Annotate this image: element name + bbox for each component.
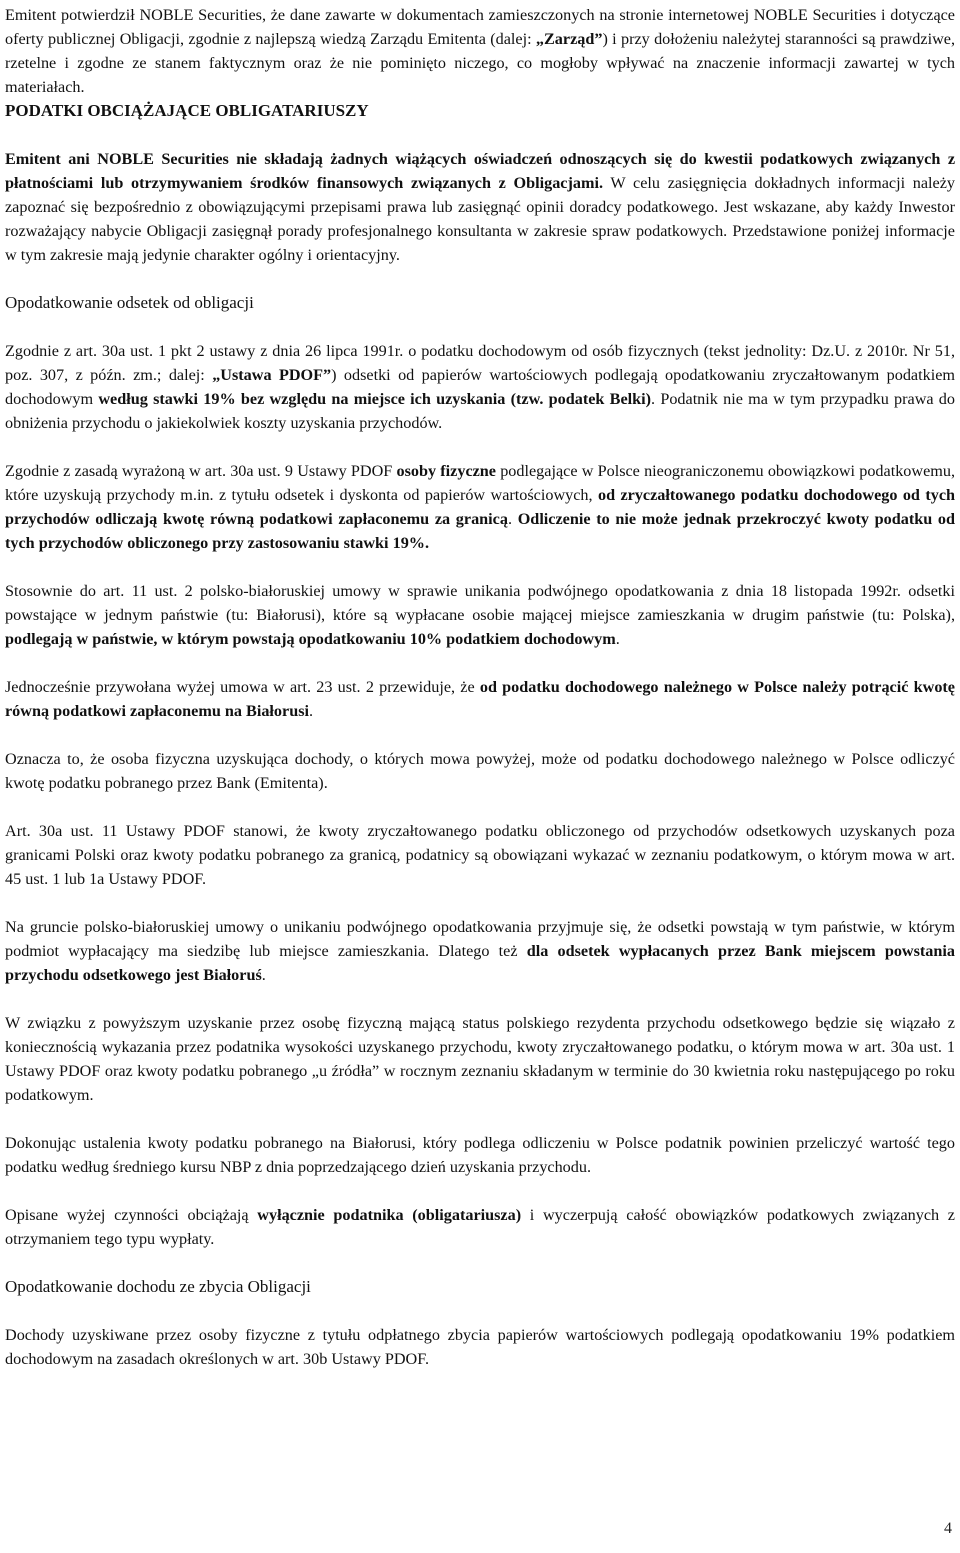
paragraph-art30a [5,339,955,435]
paragraph-art30a-ust11 [5,819,955,891]
text-run: . [507,510,518,528]
section-heading: PODATKI OBCIĄŻAJĄCE OBLIGATARIUSZY [5,101,369,120]
page-number: 4 [944,1520,952,1537]
text-run: Jednocześnie przywołana wyżej umowa w art. 23 ust. 2 przewiduje, że [5,678,480,696]
text-run: Dochody uzyskiwane przez osoby fizyczne z tytułu odpłatnego zbycia papierów wartościowych podlegają opodatkowaniu 19% podatkiem dochodowym na zasadach określonych w art. 30b Ustawy PDOF. [5,1326,955,1368]
bold-text-run: dla odsetek wypłacanych przez Bank miejscem powstania przychodu odsetkowego jest Białoruś [5,942,955,984]
text-run: ) odsetki od papierów wartościowych podlegają opodatkowaniu zryczałtowanym podatkiem dochodowym [5,366,955,408]
paragraph-treaty-art23 [5,675,955,723]
subheading-disposal-tax: Opodatkowanie dochodu ze zbycia Obligacji [5,1277,311,1296]
paragraph-art30a-ust9 [5,459,955,555]
paragraph-nbp-rate [5,1131,955,1179]
text-run: Emitent potwierdził NOBLE Securities, że dane zawarte w dokumentach zamieszczonych na stronie internetowej NOBLE Securities i dotyczące oferty publicznej Obligacji, zgodnie z najlepszą wiedzą Zarządu Emitenta (dalej: [5,6,955,48]
bold-text-run: od zryczałtowanego podatku dochodowego od tych przychodów odliczają kwotę równą podatkowi zapłaconemu za granicą [5,486,956,528]
paragraph-treaty-art11 [5,579,955,651]
bold-text-run: osoby fizyczne [396,462,496,480]
text-run: Dokonując ustalenia kwoty podatku pobranego na Białorusi, który podlega odliczeniu w Polsce podatnik powinien przeliczyć wartość tego podatku według średniego kursu NBP z dnia poprzedzającego dzień uzyskania przychodu. [5,1134,955,1176]
paragraph-annual-return [5,1011,955,1107]
bold-text-run: od podatku dochodowego należnego w Polsce należy potrącić kwotę równą podatkowi zapłaconemu na Białorusi [5,678,955,720]
text-run: Oznacza to, że osoba fizyczna uzyskująca dochody, o których mowa powyżej, może od podatku dochodowego należnego w Polsce odliczyć kwotę podatku pobranego przez Bank (Emitenta). [5,750,955,792]
text-run: Art. 30a ust. 11 Ustawy PDOF stanowi, że kwoty zryczałtowanego podatku obliczonego od przychodów odsetkowych uzyskanych poza granicami Polski oraz kwoty podatku pobranego za granicą, podatnicy są obowiązani wykazać w zeznaniu podatkowym, o którym mowa w art. 45 ust. 1 lub 1a Ustawy PDOF. [5,822,955,888]
intro-paragraph [5,0,955,99]
text-run: Opisane wyżej czynności obciążają [5,1206,258,1224]
text-run: . [309,702,314,720]
bold-text-run: Odliczenie to nie może jednak przekroczyć kwoty podatku od tych przychodów obliczonego przy zastosowaniu stawki 19%. [5,510,956,552]
text-run: . [615,630,620,648]
text-run: i wyczerpują całość obowiązków podatkowych związanych z otrzymaniem tego typu wypłaty. [5,1206,955,1248]
subheading-interest-tax: Opodatkowanie odsetek od obligacji [5,293,254,312]
bold-text-run: „Zarząd” [535,30,603,48]
text-run: W celu zasięgnięcia dokładnych informacji należy zapoznać się bezpośrednio z obowiązującymi przepisami prawa lub zasięgnąć opinii doradcy podatkowego. Jest wskazane, aby każdy Inwestor rozważający nabycie Obligacji zasięgnął porady profesjonalnego konsultanta w zakresie spraw podatkowych. Przedstawione poniżej informacje w tym zakresie mają jedynie charakter ogólny i orientacyjny. [5,174,956,264]
bold-text-run: „Ustawa PDOF” [212,366,332,384]
text-run: Stosownie do art. 11 ust. 2 polsko-białoruskiej umowy w sprawie unikania podwójnego opodatkowania z dnia 18 listopada 1992r. odsetki powstające w jednym państwie (tu: Białorusi), które są wypłacane osobie mającej miejsce zamieszkania w drugim państwie (tu: Polska), [5,582,955,624]
text-run: W związku z powyższym uzyskanie przez osobę fizyczną mającą status polskiego rezydenta przychodu odsetkowego będzie się wiązało z koniecznością wykazania przez podatnika wysokości uzyskanego przychodu, kwoty zryczałtowanego podatku, o którym mowa w art. 30a ust. 1 Ustawy PDOF oraz kwoty podatku pobranego „u źródła” w rocznym zeznaniu składanym w terminie do 30 kwietnia roku następującego po roku podatkowym. [5,1014,955,1104]
bold-text-run: podlegają w państwie, w którym powstają opodatkowaniu 10% podatkiem dochodowym [5,630,616,648]
text-run: podlegające w Polsce nieograniczonemu obowiązkowi podatkowemu, które uzyskują przychody m.in. z tytułu odsetek i dyskonta od papierów wartościowych, [5,462,955,504]
text-run: ) i przy dołożeniu należytej staranności są prawdziwe, rzetelne i zgodne ze stanem faktycznym oraz że nie pominięto niczego, co mogłoby wpływać na znaczenie informacji zawartej w tych materiałach. [5,30,956,96]
document-page [5,0,955,1371]
bold-text-run: wyłącznie podatnika (obligatariusza) [257,1206,522,1224]
text-run: Zgodnie z zasadą wyrażoną w art. 30a ust. 9 Ustawy PDOF [5,462,397,480]
text-run: Na gruncie polsko-białoruskiej umowy o unikaniu podwójnego opodatkowania przyjmuje się, że odsetki powstają w tym państwie, w którym podmiot wypłacający ma siedzibę lub miejsce zamieszkania. Dlatego też [5,918,955,960]
paragraph-obligations [5,1203,955,1251]
bold-text-run: Emitent ani NOBLE Securities nie składają żadnych wiążących oświadczeń odnoszących się do kwestii podatkowych związanych z płatnościami lub otrzymywaniem środków finansowych związanych z Obligacjami. [5,150,955,192]
paragraph-source-of-income [5,915,955,987]
bold-text-run: według stawki 19% bez względu na miejsce ich uzyskania (tzw. podatek Belki) [98,390,652,408]
paragraph-disclaimer [5,147,955,267]
text-run: . [261,966,266,984]
text-run: . Podatnik nie ma w tym przypadku prawa do obniżenia przychodu o jakiekolwiek koszty uzyskania przychodów. [5,390,955,432]
text-run: Zgodnie z art. 30a ust. 1 pkt 2 ustawy z dnia 26 lipca 1991r. o podatku dochodowym od osób fizycznych (tekst jednolity: Dz.U. z 2010r. Nr 51, poz. 307, z późn. zm.; dalej: [5,342,955,384]
paragraph-deduction [5,747,955,795]
paragraph-disposal [5,1323,955,1371]
